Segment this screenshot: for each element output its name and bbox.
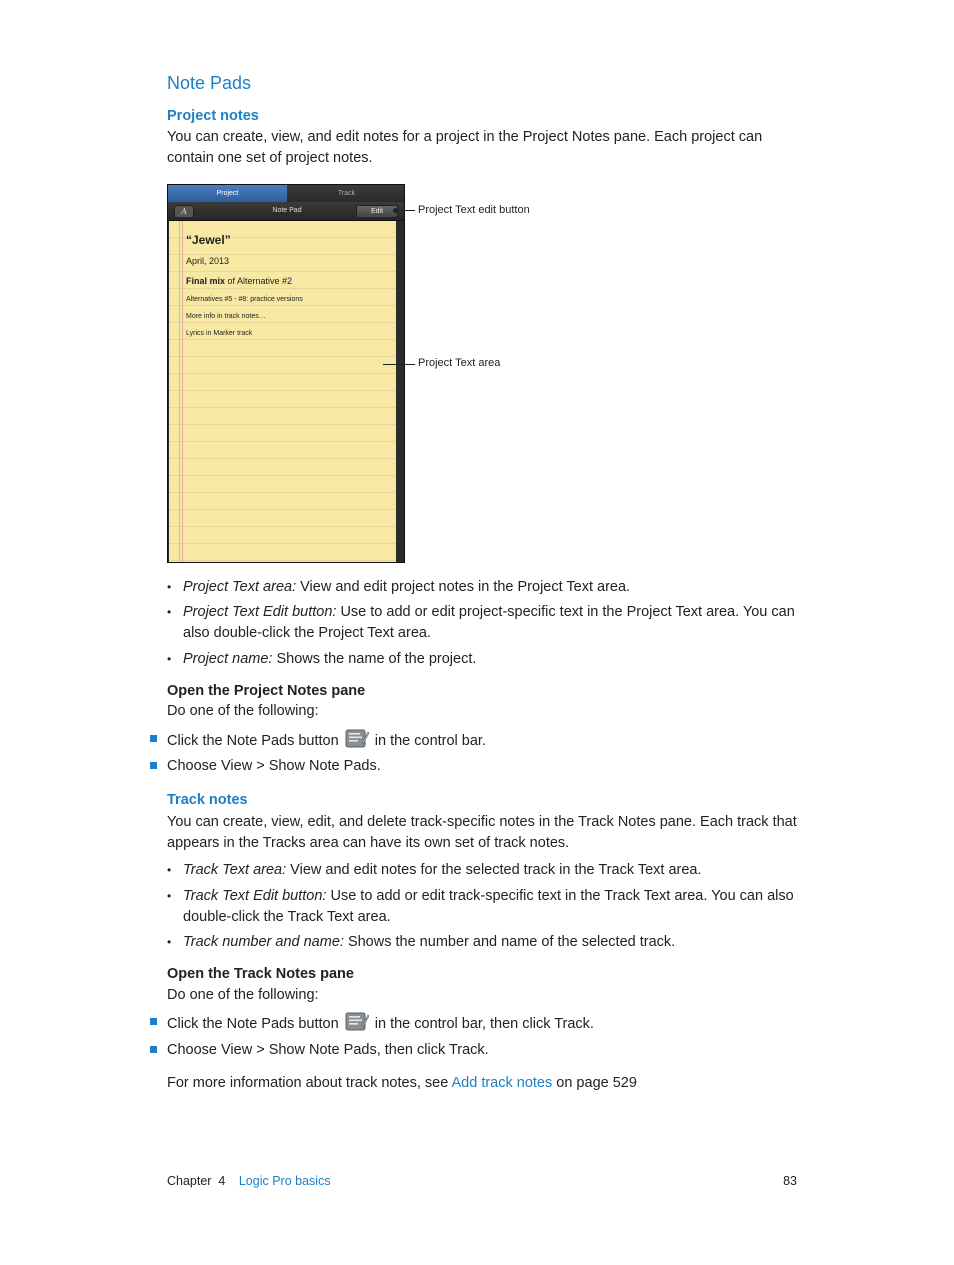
step-item [150,756,800,777]
footer-chapter [167,1174,331,1188]
callout-line [396,210,415,211]
chapter-title-link[interactable]: Logic Pro basics [238,1174,331,1188]
step-text-before: Click the Note Pads button [167,733,339,749]
list-item [167,932,797,953]
step-item [150,729,800,752]
track-notes-subheading: Track notes [167,792,248,808]
page-number: 83 [783,1174,797,1188]
tab-project[interactable]: Project [168,185,287,202]
callout-edit-button-label: Project Text edit button [418,204,530,216]
note-date: April, 2013 [186,256,230,266]
open-project-notes-intro: Do one of the following: [167,703,319,719]
step-text-after: in the control bar. [374,733,486,749]
note-pad-scrollbar[interactable] [396,221,405,563]
bullet-text: Use to add or edit track-specific text in the Track Text area. You can also double-click the Track Text area. [183,888,794,925]
note-line: Lyrics in Marker track [186,330,253,337]
note-final-mix-bold: Final mix [186,276,226,286]
bullet-text: Shows the name of the project. [272,651,477,667]
step-text-before: Click the Note Pads button [167,1016,339,1032]
add-track-notes-link[interactable]: Add track notes [451,1075,553,1091]
tab-track[interactable]: Track [287,185,405,202]
note-final-mix [186,276,292,286]
note-line: More info in track notes… [186,313,266,320]
step-item [150,1040,800,1061]
bullet-term: Project Text Edit button: [183,604,337,620]
step-text-after: in the control bar, then click Track. [374,1016,594,1032]
open-track-notes-heading: Open the Track Notes pane [167,966,354,982]
bullet-dot: • [167,889,172,903]
page-heading: Note Pads [167,73,252,93]
project-name: “Jewel” [186,233,231,247]
note-pad-toolbar [168,202,405,221]
bullet-dot: • [167,935,172,949]
bullet-dot: • [167,652,172,666]
callout-text-area-label: Project Text area [418,357,501,369]
step-square [150,1046,157,1053]
project-text-edit-button[interactable]: Edit [356,205,398,218]
bullet-term: Project name: [183,651,273,667]
project-text-area[interactable] [169,221,396,563]
bullet-term: Project Text area: [183,579,297,595]
font-button[interactable]: A [174,205,194,218]
open-track-notes-intro: Do one of the following: [167,987,319,1003]
bullet-term: Track Text area: [183,862,287,878]
chapter-number: Chapter 4 [167,1174,226,1188]
note-final-mix-rest: of Alternative #2 [225,276,293,286]
step-text: Choose View > Show Note Pads. [167,758,381,774]
note-pads-icon [345,729,369,749]
note-pad-tabs [168,185,405,202]
step-square [150,762,157,769]
step-square [150,1018,157,1025]
step-item [150,1012,800,1035]
list-item [167,649,797,670]
list-item [167,577,797,598]
track-notes-intro: You can create, view, edit, and delete track-specific notes in the Track Notes pane. Each track that appears in the Tracks area can have its own set of track notes. [167,814,797,851]
note-pads-icon [345,1012,369,1032]
toolbar-title: Note Pad [272,207,302,214]
project-notes-subheading: Project notes [167,108,259,124]
callout-line [383,364,415,365]
bullet-text: View and edit notes for the selected track in the Track Text area. [286,862,702,878]
note-pad-screenshot [167,184,405,563]
bullet-text: Shows the number and name of the selected track. [343,934,676,950]
bullet-dot: • [167,580,172,594]
step-square [150,735,157,742]
bullet-text: Use to add or edit project-specific text in the Project Text area. You can also double-click the Project Text area. [183,604,795,641]
bullet-term: Track number and name: [183,934,344,950]
list-item [167,860,797,881]
note-line: Alternatives #5 - #8: practice versions [186,296,303,303]
more-info [167,1073,797,1094]
open-project-notes-heading: Open the Project Notes pane [167,683,366,699]
bullet-term: Track Text Edit button: [183,888,327,904]
bullet-dot: • [167,863,172,877]
more-info-before: For more information about track notes, see [167,1075,452,1091]
list-item [167,602,797,644]
bullet-dot: • [167,605,172,619]
step-text: Choose View > Show Note Pads, then click Track. [167,1042,489,1058]
more-info-after: on page 529 [552,1075,637,1091]
bullet-text: View and edit project notes in the Project Text area. [296,579,631,595]
list-item [167,886,797,928]
project-notes-intro: You can create, view, and edit notes for a project in the Project Notes pane. Each project can contain one set of project notes. [167,129,763,166]
